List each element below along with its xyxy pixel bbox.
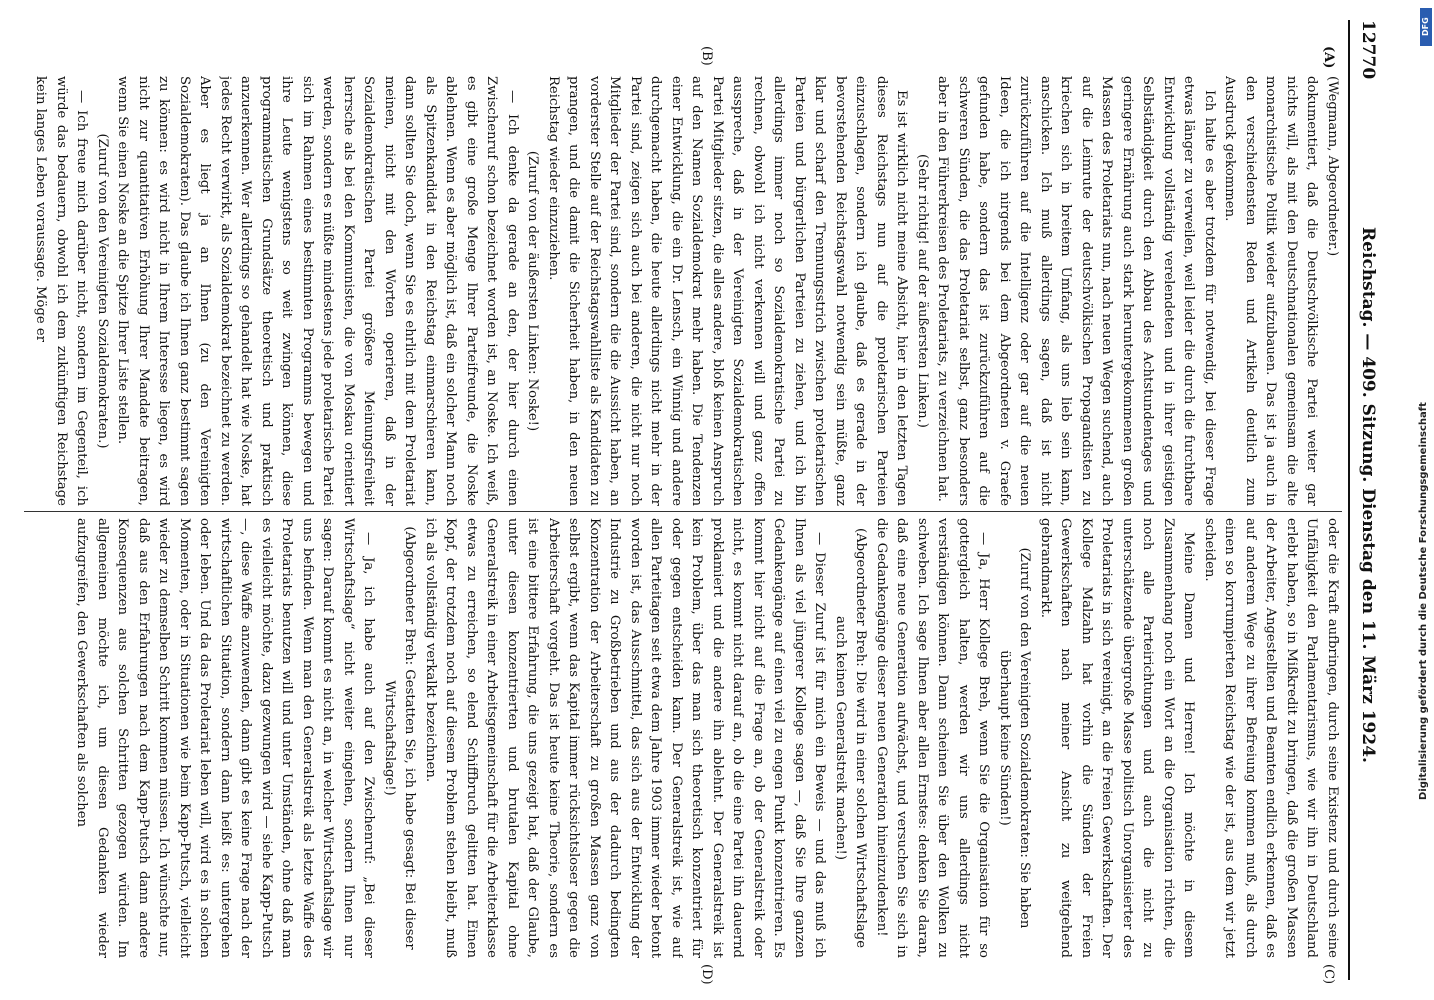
paragraph: — Ja, ich habe auch auf den Zwischenruf: „Bei dieser Wirtschaftslage“ nicht weiter eingehen, sondern Ihnen nur sagen: Darauf kommt es nicht an, in welcher Wirtschaftslage wir uns befinden. Wenn man den Generalstreik als letzte Waffe des Proletariats benutzen will und unter Umständen, ohne daß man es vielleicht möchte, dazu gezwungen wird — siehe Kapp-Putsch —, diese Waffe anzuwenden, dann gibt es keine Frage nach der wirtschaftlichen Situation, sondern dann heißt es: untergehen oder leben. Und da das Proletariat leben will, wird es in solchen Momenten, oder in Situationen wie beim Kapp-Putsch, vielleicht wieder zu demselben Schritt kommen müssen. Ich wünschte nur, daß aus den Erfahrungen nach dem Kapp-Putsch dann andere Konsequenzen aus solchen Schritten gezogen würden. Im allgemeinen möchte ich, um diesen Gedanken wieder aufzugreifen, den Gewerkschaften als solchen: [74, 518, 377, 958]
margin-mark-a: (A): [1321, 46, 1336, 69]
interjection: (Zuruf von den Vereinigten Sozialdemokraten: Sie haben überhaupt keine Sünden!): [997, 547, 1033, 929]
interjection: (Zuruf von den Vereinigten Sozialdemokraten.): [95, 133, 110, 449]
page-header: [1352, 20, 1382, 970]
speaker-line: (Wegmann, Abgeordneter.): [1325, 76, 1340, 257]
interjection: (Sehr richtig! auf der äußersten Linken.): [915, 154, 930, 428]
paragraph: Es ist wirklich nicht meine Absicht, hier in den letzten Tagen dieses Reichstags nun auf die proletarischen Parteien einzuschlagen, sondern ich glaube, daß es gerade in der bevorstehenden Reichstagswahl notwendig sein müßte, ganz klar und scharf den Trennungsstrich zwischen proletarischen Parteien und bürgerlichen Parteien zu ziehen, und ich bin allerdings immer noch so Sozialdemokratische Partei zu rechnen, obwohl ich nicht verkennen will und ganz offen ausspreche, daß in der Vereinigten Sozialdemokratischen Partei Mitglieder sitzen, die alles andere, bloß keinen Anspruch auf den Namen Sozialdemokrat mehr haben. Die Tendenzen einer Entwicklung, die ein Dr. Lensch, ein Winnig und andere durchgemacht haben, die heute allerdings nicht mehr in der Partei sind, zeigen sich auch bei anderen, die nicht nur noch Mitglieder der Partei sind, sondern die die Aussicht haben, an vorderster Stelle auf der Reichstagswahlliste als Kandidaten zu prangen, und die damit die Sicherheit haben, in den neuen Reichstag wieder einzuziehen.: [546, 76, 910, 506]
column-divider: [24, 511, 1342, 512]
left-column: [24, 76, 1342, 506]
paragraph: — Ich freue mich darüber nicht, sondern im Gegenteil, ich würde das bedauern, obwohl ich dem zukünftigen Reichstage kein langes Leben voraussage. Möge er: [33, 76, 90, 506]
digitization-credit: Digitalisierung gefördert durch die Deutsche Forschungsgemeinschaft: [1418, 402, 1429, 800]
page-number: 12770: [1358, 20, 1378, 80]
interjection: (Zuruf von der äußersten Linken: Noske!): [525, 150, 541, 432]
dfg-logo: DFG: [1420, 8, 1432, 46]
paragraph: Meine Damen und Herren! Ich möchte in diesem Zusammenhang noch ein Wort an die Organisation richten, die noch alle Parteirichtungen und auch die nicht zu unterschätzende übergroße Masse politisch Unorganisierter des Proletariats in sich vereinigt, an die Freien Gewerkschaften. Der Kollege Malzahn hat vorhin die Sünden der Freien Gewerkschaften nach meiner Ansicht zu weitgehend gebrandmarkt.: [1038, 518, 1197, 958]
right-column: [24, 518, 1342, 958]
paragraph: — Dieser Zuruf ist für mich ein Beweis — und das muß ich Ihnen als viel jüngerer Kollege sagen —, daß Sie Ihre ganzen Gedankengänge auf einen viel zu engen Punkt konzentrieren. Es kommt hier nicht auf die Frage an, ob der Generalstreik oder nicht, es kommt nicht darauf an, ob die eine Partei ihn dauernd proklamiert und die andere ihn ablehnt. Der Generalstreik ist kein Problem, über das man sich theoretisch konzentriert für oder gegen entscheiden kann. Der Generalstreik ist, wie auf allen Parteitagen seit etwa dem Jahre 1903 immer wieder betont worden ist, das Ausschmittel, das sich aus der Entwicklung der Industrie zu Großbetrieben und aus der dadurch bedingten Konzentration der Arbeiterschaft zu großen Massen ganz von selbst ergibt, wenn das Kapital immer rücksichtsloser gegen die Arbeiterschaft vorgeht. Das ist heute keine Theorie, sondern es ist eine bittere Erfahrung, die uns gezeigt hat, daß der Glaube, unter diesen konzentrierten und brutalen Kapital ohne Generalstreik in einer Arbeitsgemeinschaft für die Arbeiterklasse etwas zu erreichen, so elend Schiffbruch gelitten hat. Einen Kopf, der trotzdem noch auf diesem Problem stehen bleibt, muß ich als vollständig verkalkt bezeichnen.: [423, 518, 828, 958]
interjection: (Abgeordneter Breh: Die wird in einer solchen Wirtschaftslage auch keinen Generalstreik machen!): [833, 527, 869, 949]
paragraph: — Ja, Herr Kollege Breh, wenn Sie die Organisation für so gottergleich halten, werden wir uns allerdings nicht verständigen können. Dann scheinen Sie über den Wolken zu schweben. Ich sage Ihnen aber allen Ernstes: denken Sie daran, daß eine neue Generation aufwächst, und versuchen Sie sich in die Gedankengänge dieser neuen Generation hineinzudenken!: [874, 518, 992, 958]
margin-mark-d: (D): [699, 964, 714, 985]
margin-mark-b: (B): [699, 46, 714, 66]
page-title: Reichstag. — 409. Sitzung. Dienstag den 11. März 1924.: [1358, 227, 1378, 763]
paragraph: oder die Kraft aufbringen, durch seine Existenz und durch seine Unfähigkeit den Parlamentarismus, wie wir ihn in Deutschland erlebt haben, so in Mißkredit zu bringen, daß die großen Massen der Arbeiter, Angestellten und Beamten endlich erkennen, daß es auf anderem Wege zu ihrer Befreiung kommen muß, als durch einen so korrumpierten Reichstag wie der ist, aus dem wir jetzt scheiden.: [1202, 518, 1340, 958]
paragraph: dokumentiert, daß die Deutschvölkische Partei weiter gar nichts will, als mit den Deutschnationalen gemeinsam die alte monarchistische Politik wieder aufzubauen. Das ist ja auch in den verschiedensten Reden und Artikeln deutlich zum Ausdruck gekommen.: [1222, 76, 1320, 506]
margin-mark-c: (C): [1321, 964, 1336, 985]
interjection: (Abgeordneter Breh: Gestatten Sie, ich habe gesagt: Bei dieser Wirtschaftslage!): [382, 526, 418, 950]
header-rule: [1348, 20, 1350, 980]
paragraph: Ich halte es aber trotzdem für notwendig, bei dieser Frage etwas länger zu verweilen, weil leider die durch die furchtbare Entwicklung vollständig verelendeten und in ihrer geistigen Selbständigkeit durch den Abbau des Achtstundentages und geringere Ernährung auch stark heruntergekommenen großen Massen des Proletariats nun, nach neuen Wegen suchend, auch auf die Leimrute der deutschvölkischen Propagandisten zu kriechen sich in breitem Umfang, als uns lieb sein kann, anschicken. Ich muß allerdings sagen, daß ist nicht zurückzuführen auf die Intelligenz oder gar auf die neuen Ideen, die ich nirgends bei dem Abgeordneten v. Graefe gefunden habe, sondern das ist zurückzuführen auf die schweren Sünden, die das Proletariat selbst, ganz besonders aber in den Führerkreisen des Proletariats, zu verzeichnen hat.: [935, 76, 1217, 506]
paragraph: — Ich denke da gerade an den, der hier durch einen Zwischenruf schon bezeichnet worden ist, an Noske. Ich weiß, es gibt eine große Menge Ihrer Parteifreunde, die Noske ablehnen. Wenn es aber möglich ist, daß ein solcher Mann noch als Spitzenkandidat in den Reichstag einmarschieren kann, dann sollten Sie doch, wenn Sie es ehrlich mit dem Proletariat meinen, nicht mit den Worten operieren, daß in der Sozialdemokratischen Partei größere Meinungsfreiheit herrsche als bei den Kommunisten, die von Moskau orientiert werden, sondern es müßte mindestens jede proletarische Partei sich im Rahmen eines bestimmten Programms bewegen und ihre Leute wenigstens so weit zwingen können, diese programmatischen Grundsätze theoretisch und praktisch anzuerkennen. Wer allerdings so gehandelt hat wie Noske, hat jedes Recht verwirkt, als Sozialdemokrat bezeichnet zu werden. Aber es liegt ja an Ihnen (zu den Vereinigten Sozialdemokraten). Das glaube ich Ihnen ganz bestimmt sagen zu können: es wird nicht in Ihrem Interesse liegen, es wird nicht zur quantitativen Erhöhung Ihrer Mandate beitragen, wenn Sie einen Noske an die Spitze Ihrer Liste stellen.: [115, 76, 520, 506]
